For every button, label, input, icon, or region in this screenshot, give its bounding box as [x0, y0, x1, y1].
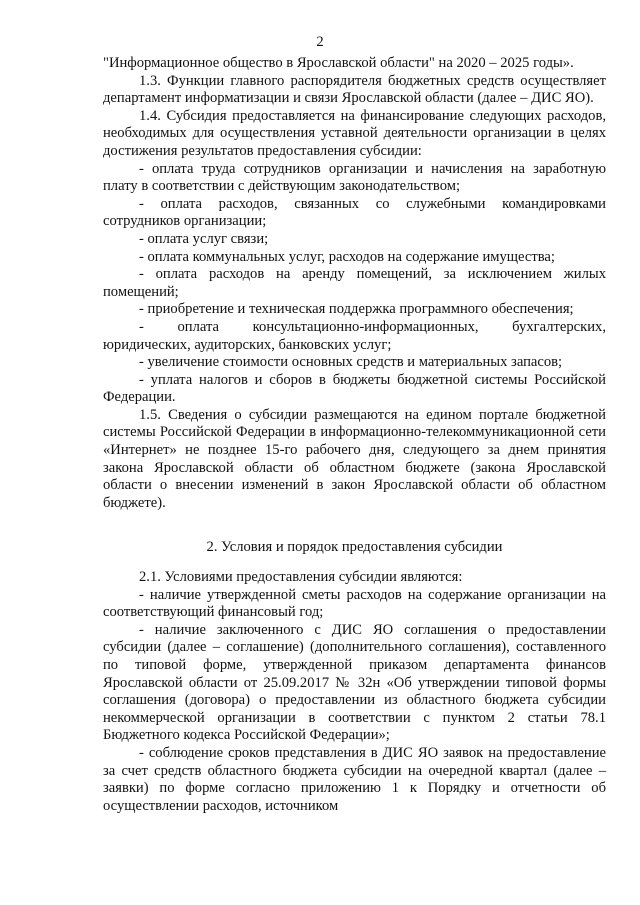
list-item-rent: - оплата расходов на аренду помещений, за исключением жилых помещений; [103, 266, 606, 300]
document-body [103, 55, 606, 815]
list-item-deadlines: - соблюдение сроков представления в ДИС ЯО заявок на предоставление за счет средств областного бюджета субсидии на очередной квартал (далее – заявки) по форме согласно приложению 1 к Порядку и отчетности об осуществлении расходов, источником [103, 744, 606, 814]
list-item-travel: - оплата расходов, связанных со служебными командировками сотрудников организации; [103, 195, 606, 230]
page-number: 2 [316, 34, 324, 50]
paragraph-1-3: 1.3. Функции главного распорядителя бюджетных средств осуществляет департамент информатизации и связи Ярославской области (далее – ДИС ЯО). [103, 72, 606, 107]
list-item-budget-estimate: - наличие утвержденной сметы расходов на содержание организации на соответствующий финансовый год; [103, 586, 606, 621]
paragraph-1-5: 1.5. Сведения о субсидии размещаются на едином портале бюджетной системы Российской Федерации в информационно-телекоммуникационной сети «Интернет» не позднее 15-го рабочего дня, следующего за днем принятия закона Ярославской области об областном бюджете (закона Ярославской области о внесении изменений в закон Ярославской области об областном бюджете). [103, 406, 606, 511]
list-item-agreement: - наличие заключенного с ДИС ЯО соглашения о предоставлении субсидии (далее – соглашение) (дополнительного соглашения), составленного по типовой форме, утвержденной приказом департамента финансов Ярославской области от 25.09.2017 № 32н «Об утверждении типовой формы соглашения (договора) о предоставлении из областного бюджета субсидии некоммерческой организации в соответствии с пунктом 2 статьи 78.1 Бюджетного кодекса Российской Федерации»; [103, 621, 606, 744]
list-item-utilities: - оплата коммунальных услуг, расходов на содержание имущества; [139, 248, 555, 265]
section-heading: 2. Условия и порядок предоставления субсидии [206, 539, 503, 556]
list-item-consulting: - оплата консультационно-информационных, бухгалтерских, юридических, аудиторских, банковских услуг; [103, 318, 606, 353]
list-item-assets: - увеличение стоимости основных средств и материальных запасов; [139, 354, 563, 371]
paragraph-1-4: 1.4. Субсидия предоставляется на финансирование следующих расходов, необходимых для осуществления уставной деятельности организации в целях достижения результатов предоставления субсидии: [103, 107, 606, 159]
list-item-salary: - оплата труда сотрудников организации и начисления на заработную плату в соответствии с действующим законодательством; [103, 160, 606, 195]
list-item-communication: - оплата услуг связи; [139, 230, 269, 247]
paragraph-program-title: "Информационное общество в Ярославской области" на 2020 – 2025 годы». [103, 55, 574, 71]
paragraph-2-1: 2.1. Условиями предоставления субсидии являются: [139, 569, 463, 586]
list-item-taxes: - уплата налогов и сборов в бюджеты бюджетной системы Российской Федерации. [103, 371, 606, 406]
list-item-software: - приобретение и техническая поддержка программного обеспечения; [139, 301, 574, 318]
